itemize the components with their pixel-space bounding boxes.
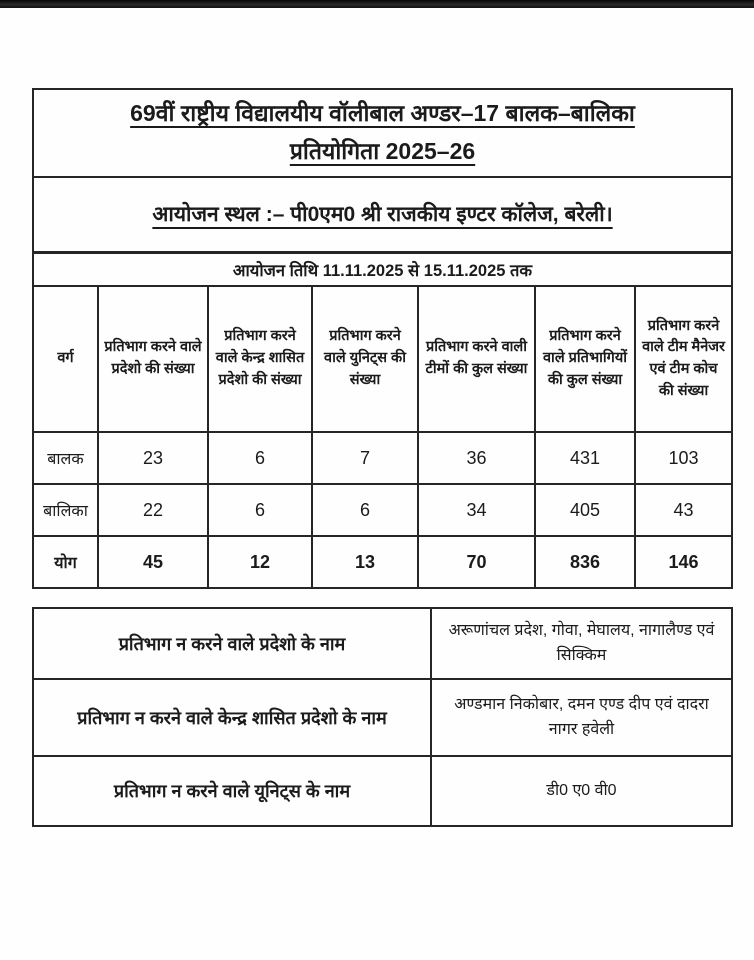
value-cell: 6 (208, 432, 312, 484)
non-participation-table (32, 607, 733, 827)
date-row (33, 252, 732, 286)
title-row (33, 89, 732, 177)
table-row-girls (33, 484, 732, 536)
column-header-union-territories: प्रतिभाग करने वाले केन्द्र शासित प्रदेशो की संख्या (208, 286, 312, 432)
table-row-total (33, 536, 732, 588)
value-cell: 45 (98, 536, 208, 588)
title-line-1: 69वीं राष्ट्रीय विद्यालयीय वॉलीबाल अण्डर–17 बालक–बालिका (130, 100, 635, 126)
np-row-label: प्रतिभाग न करने वाले केन्द्र शासित प्रदेशो के नाम (33, 679, 431, 756)
column-header-states: प्रतिभाग करने वाले प्रदेशो की संख्या (98, 286, 208, 432)
value-cell: 22 (98, 484, 208, 536)
np-row-label: प्रतिभाग न करने वाले यूनिट्स के नाम (33, 756, 431, 826)
value-cell: 70 (418, 536, 535, 588)
value-cell: 405 (535, 484, 635, 536)
np-row-value: अरूणांचल प्रदेश, गोवा, मेघालय, नागालैण्ड एवं सिक्किम (431, 608, 732, 679)
value-cell: 34 (418, 484, 535, 536)
venue-cell (33, 177, 732, 252)
title-line-2: प्रतियोगिता 2025–26 (289, 138, 476, 164)
value-cell: 13 (312, 536, 418, 588)
competition-summary-table (32, 88, 733, 589)
np-row-label: प्रतिभाग न करने वाले प्रदेशो के नाम (33, 608, 431, 679)
value-cell: 43 (635, 484, 732, 536)
column-header-total-participants: प्रतिभाग करने वाले प्रतिभागियों की कुल संख्या (535, 286, 635, 432)
category-cell: बालक (33, 432, 98, 484)
value-cell: 23 (98, 432, 208, 484)
document-title (33, 89, 732, 177)
table-row-nonparticipating-units (33, 756, 732, 826)
table-row-boys (33, 432, 732, 484)
value-cell: 836 (535, 536, 635, 588)
column-header-units: प्रतिभाग करने वाले युनिट्स की संख्या (312, 286, 418, 432)
column-header-category: वर्ग (33, 286, 98, 432)
value-cell: 146 (635, 536, 732, 588)
date-text: आयोजन तिथि 11.11.2025 से 15.11.2025 तक (33, 252, 732, 286)
venue-text: आयोजन स्थल :– पी0एम0 श्री राजकीय इण्टर कॉलेज, बरेली। (152, 203, 613, 227)
np-row-value: डी0 ए0 वी0 (431, 756, 732, 826)
scan-top-edge (0, 0, 754, 8)
value-cell: 7 (312, 432, 418, 484)
venue-row (33, 177, 732, 252)
value-cell: 6 (312, 484, 418, 536)
np-row-value: अण्डमान निकोबार, दमन एण्ड दीप एवं दादरा नागर हवेली (431, 679, 732, 756)
value-cell: 12 (208, 536, 312, 588)
table-row-nonparticipating-union-territories (33, 679, 732, 756)
value-cell: 36 (418, 432, 535, 484)
value-cell: 103 (635, 432, 732, 484)
category-cell: योग (33, 536, 98, 588)
table-row-nonparticipating-states (33, 608, 732, 679)
category-cell: बालिका (33, 484, 98, 536)
value-cell: 431 (535, 432, 635, 484)
column-header-managers-coaches: प्रतिभाग करने वाले टीम मैनेजर एवं टीम कोच की संख्या (635, 286, 732, 432)
value-cell: 6 (208, 484, 312, 536)
column-header-total-teams: प्रतिभाग करने वाली टीमों की कुल संख्या (418, 286, 535, 432)
header-row (33, 286, 732, 432)
